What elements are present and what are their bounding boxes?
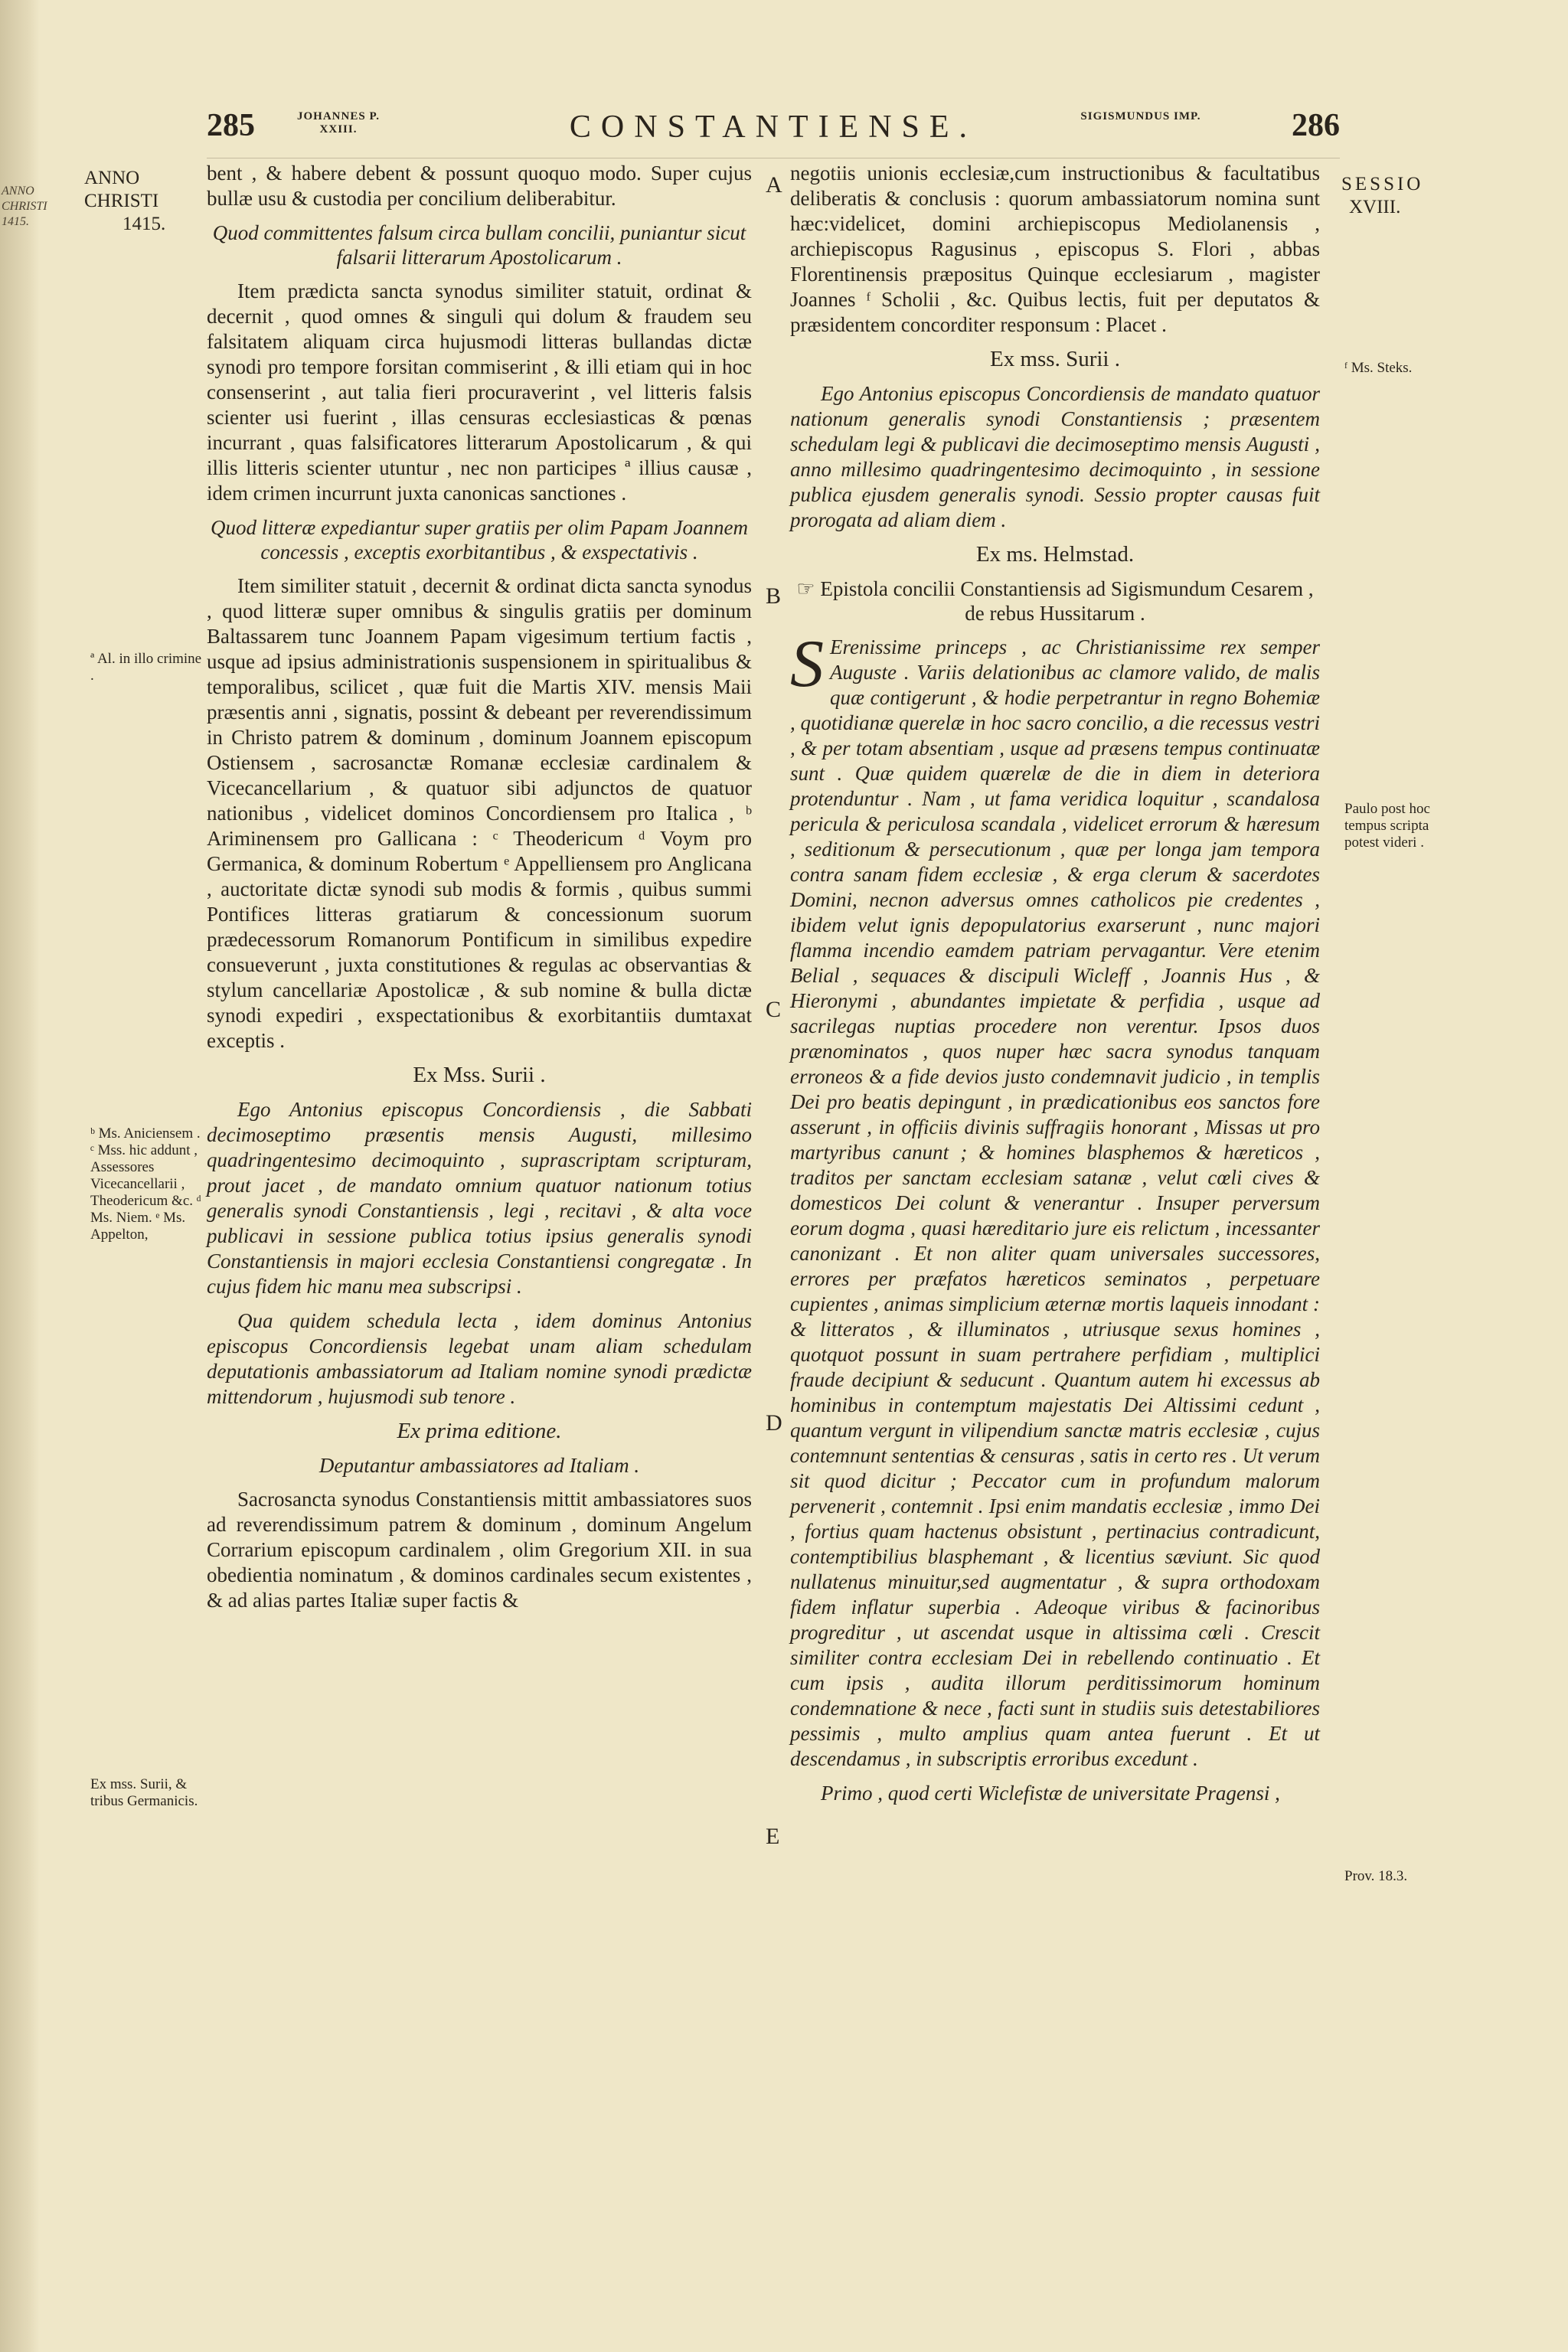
drop-cap: S (790, 627, 824, 701)
paragraph-epistola (790, 627, 1320, 1772)
paragraph: Qua quidem schedula lecta , idem dominus Antonius episcopus Concordiensis legebat unam aliam schedulam deputationis ambassiatorum ad Italiam nomine synodi prædictæ mittendorum , hujusmodi sub tenore . (207, 1309, 752, 1408)
margin-note-right: Prov. 18.3. (1344, 1868, 1408, 1884)
anno-christi (84, 167, 199, 236)
header-sigismundus: SIGISMUNDUS IMP. (1080, 110, 1201, 122)
paragraph: Item similiter statuit , decernit & ordinat dicta sancta synodus , quod litteræ super omnibus & singulis gratiis per dominum Baltassarem tunc Joannem Papam vigesimum tertium factis , usque ad ipsius administrationis suspensionem in spiritualibus & temporalibus, scilicet , quæ fuit die Martis XIV. mensis Maii præsentis anni , signatis, possint & debeant per reverendissimum in Christo patrem & dominum , dominum Joannem episcopum Ostiensem , sacrosanctæ Romanæ ecclesiæ cardinalem & Vicecancellarium , & quatuor sibi adjunctos de quatuor nationibus , videlicet dominos Concordiensem pro Italica , ᵇ Ariminensem pro Gallicana : ᶜ Theodericum ᵈ Voym pro Germanica, & dominum Robertum ᵉ Appelliensem pro Anglicana , auctoritate dictæ synodi sub modis & formis , quibus summi Pontifices litteras gratiarum & concessionum suorum prædecessorum Romanorum Pontificum in similibus expedire consueverunt , juxta constitutiones & regulas ac observantias & stylum cancellariæ Apostolicæ , & sub nomine & bulla dictæ synodi expediri , exspectationibus & exorbitantiis dumtaxat exceptis . (207, 574, 752, 1052)
source-heading: Ex mss. Surii . (990, 347, 1120, 371)
margin-note-left: Ex mss. Surii, & tribus Germanicis. (90, 1776, 198, 1809)
section-heading: Deputantur ambassiatores ad Italiam . (318, 1454, 640, 1477)
section-heading: Quod committentes falsum circa bullam concilii, puniantur sicut falsarii litterarum Apostolicarum . (212, 221, 746, 269)
anno-label: ANNO CHRISTI (84, 168, 159, 211)
section-heading: Quod litteræ expediantur super gratiis per olim Papam Joannem concessis , exceptis exorbitantibus , & exspectativis . (211, 516, 748, 564)
header-johannes: JOHANNES P. XXIII. (297, 110, 380, 136)
margin-note-right: Paulo post hoc tempus scripta potest videri . (1344, 801, 1430, 851)
source-heading: Ex ms. Helmstad. (975, 542, 1135, 567)
paragraph: Ego Antonius episcopus Concordiensis , die Sabbati decimoseptimo præsentis mensis Augusti, millesimo quadringentesimo decimoquinto , suprascriptam scripturam, prout jacet , de mandato omnium quatuor nationum totius generalis synodi Constantiensis , legi , recitavi , & alta voce publicavi in sessione publica totius ipsius generalis synodi Constantiensis in majori ecclesia Constantiensi congregatæ . In cujus fidem hic manu mea subscripsi . (207, 1098, 752, 1298)
page-number-left: 285 (207, 108, 255, 143)
paragraph: bent , & habere debent & possunt quoquo modo. Super cujus bullæ usu & custodia per concilium deliberabitur. (207, 162, 752, 210)
page-title: CONSTANTIENSE. (569, 109, 978, 145)
gutter-text: ANNO CHRISTI 1415. (2, 185, 47, 228)
page-number-right: 286 (1292, 108, 1340, 143)
source-heading: Ex Mss. Surii . (413, 1063, 546, 1087)
previous-page-edge (0, 0, 47, 2352)
section-letter-d: D (766, 1410, 782, 1436)
paragraph: Primo , quod certi Wiclefistæ de universitate Pragensi , (821, 1782, 1280, 1805)
sessio-marker (1341, 173, 1456, 219)
paragraph: Ego Antonius episcopus Concordiensis de mandato quatuor nationum generalis synodi Constantiensis ; præsentem schedulam legi & publicavi die decimoseptimo mensis Augusti , anno millesimo quadringentesimo decimoquinto , in sessione publica ejusdem generalis synodi. Sessio propter causas fuit prorogata ad aliam diem . (790, 382, 1320, 531)
paragraph: negotiis unionis ecclesiæ,cum instructionibus & facultatibus deliberatis & conclusis : quorum ambassiatorum nomina sunt hæc:videlicet, domini archiepiscopus Mediolanensis , archiepiscopus Ragusinus , episcopus S. Flori , abbas Florentinensis præpositus Quinque ecclesiarum , magister Joannes ᶠ Scholii , &c. Quibus lectis, fuit per deputatos & præsidentem concorditer responsum : Placet . (790, 162, 1320, 336)
paragraph: Sacrosancta synodus Constantiensis mittit ambassiatores suos ad reverendissimum patrem & dominum , dominum Angelum Corrarium episcopum cardinalem , olim Gregorium XII. in sua obedientia nominatum , & dominos cardinales secum existentes , & ad alias partes Italiæ super factis & (207, 1488, 752, 1612)
left-column (207, 161, 752, 1622)
paragraph: Item prædicta sancta synodus similiter statuit, ordinat & decernit , quod omnes & singuli qui dolum & fraudem seu falsitatem aliquam circa hujusmodi litteras bullandas dictæ synodi pro tempore forsitan commiserint , & illi etiam qui in hoc consenserint , aut talia fieri procuraverint , vel litteris falsis scienter usi fuerint , illas censuras ecclesiasticas & pœnas incurrant , quas falsificatores litterarum Apostolicarum , & qui illis litteris scienter utuntur , nec non participes ª illius causæ , idem crimen incurrunt juxta canonicas sanctiones . (207, 279, 752, 505)
margin-note-right: ᶠ Ms. Steks. (1344, 360, 1413, 376)
sessio-number: XVIII. (1349, 197, 1401, 217)
margin-note-left: ª Al. in illo crimine . (90, 651, 202, 684)
right-column (790, 161, 1320, 1815)
epistola-heading: ☞ Epistola concilii Constantiensis ad Sigismundum Cesarem , de rebus Hussitarum . (796, 577, 1314, 625)
section-letter-e: E (766, 1824, 780, 1849)
source-heading: Ex prima editione. (397, 1419, 562, 1443)
epistola-text: Erenissime princeps , ac Christianissime rex semper Auguste . Variis delationibus ac clamore valido, de malis quæ contigerunt , & hodie perpetrantur in regno Bohemiæ , quotidianæ querelæ in hoc sacro concilio, a die recessus vestri , & per totam absentiam , usque ad præsens tempus continuatæ sunt . Quæ quidem quærelæ de die in diem in deteriora protenduntur . Nam , ut fama veridica loquitur , scandalosa pericula & periculosa scandala , videlicet errorum & hæresum , seditionum & persecutionum , quæ per longa jam tempora contra sanam fidem ecclesiæ , & erga clerum & sacerdotes Domini, necnon adversus omnes catholicos pie credentes , ibidem velut ignis depopulatorius exarserunt , nunc majori flamma incendio eamdem patriam pervagantur. Vere etenim Belial , sequaces & discipuli Wicleff , Joannis Hus , & Hieronymi , abundantes impietate & perfidia , usque ad sacrilegas nuptias procedere non verentur. Ipsos duos prænominatos , quos nuper hæc sacra synodus tanquam erroneos & a fide devios justo condemnavit judicio , in templis Dei pro beatis depingunt , in prædicationibus eos sanctos fore asserunt , in officiis divinis suffragiis honorant , Missas ut pro martyribus canunt ; & homines blasphemos & hæreticos , traditos per sanctam ecclesiam satanæ , velut cœli cives & domesticos Dei colunt & venerantur . Insuper perversum eorum dogma , quasi hæreditario jure eis relictum , incessanter canonizant . Et non aliter quam universales successores, errores per præfatos hæreticos seminatos , perpetuare cupientes , animas simplicium æternæ mortis laqueis innodant : & litteratos , & illuminatos , utriusque sexus homines , quotquot possunt in suam pertrahere perfidiam , multiplici fraude decipiunt & seducunt . Quantum autem hi excessus ab hominibus in contemptum majestatis Dei Altissimi cedunt , quantum vergunt in vilipendium sanctæ matris ecclesiæ , cujus contemnunt sententias & censuras , satis in certo res . Ut verum sit quod dicitur ; Peccator cum in profundum malorum pervenerit , contemnit . Ipsi enim mandatis ecclesiæ , immo Dei , fortius quam hactenus obsistunt , pertinacius contradicunt, contemptibilius blasphemant , & licentius sæviunt. Sic quod nullatenus minuitur,sed augmentatur , & supra orthodoxam fidem inflatur superbia . Adeoque viribus & facinoribus progreditur , ut ascendat usque in altissima cœli . Crescit similiter contra ecclesiam Dei in rebellendo continuatio . Et cum ipsis , audita illorum perditissimorum hominum condemnatione & nece , facti sunt in studiis suis detestabiliores pessimis , multo amplius quam antea fuerunt . Et ut descendamus , in subscriptis erroribus excedunt . (790, 635, 1320, 1770)
section-letter-c: C (766, 997, 782, 1022)
margin-note-left: ᵇ Ms. Aniciensem . ᶜ Mss. hic addunt , Assessores Vicecancellarii , Theodericum &c. ᵈ Ms. Niem. ᵉ Ms. Appelton, (90, 1125, 201, 1243)
running-header (207, 107, 1340, 161)
sessio-label: SESSIO (1341, 174, 1424, 194)
anno-year: 1415. (122, 214, 166, 234)
section-letter-a: A (766, 172, 782, 198)
section-letter-b: B (766, 583, 782, 609)
